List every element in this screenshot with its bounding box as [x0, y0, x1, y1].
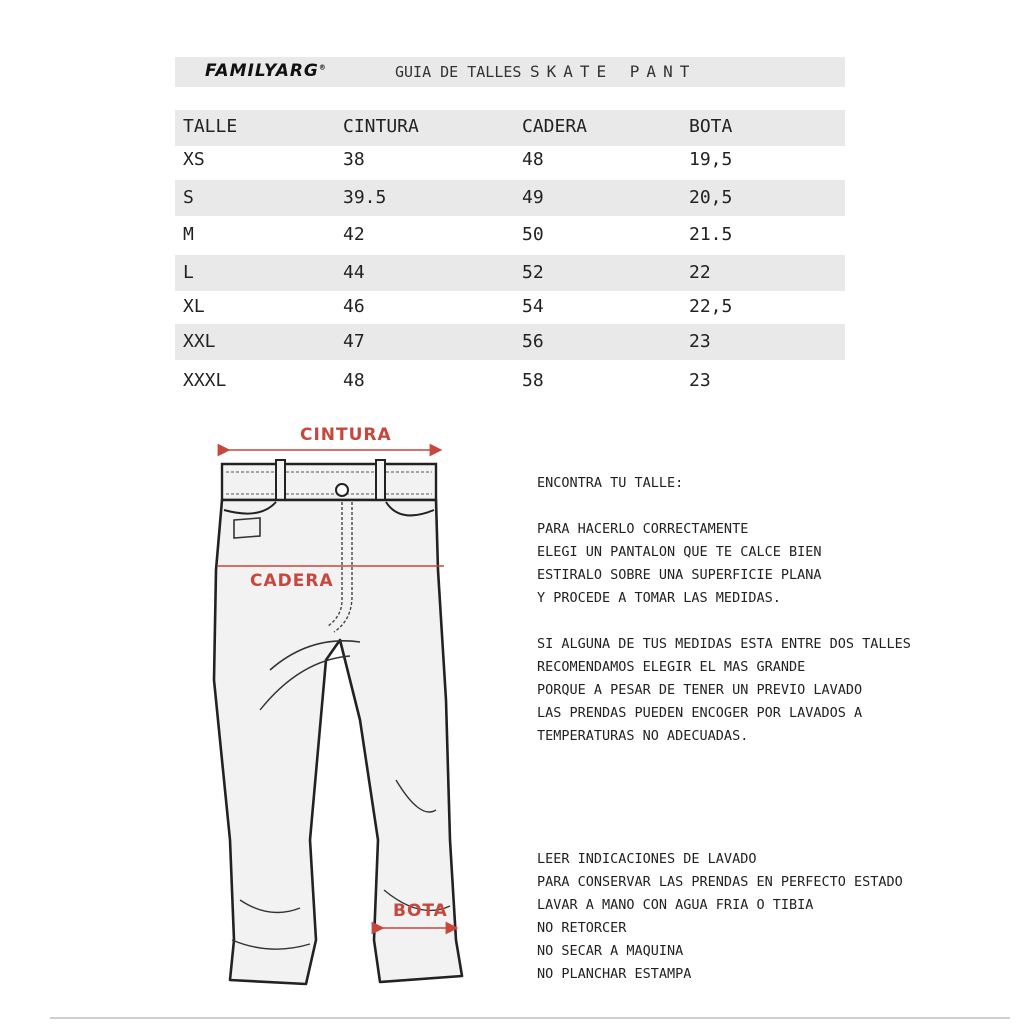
waist-label: CINTURA [300, 425, 392, 445]
instruction-line: PARA HACERLO CORRECTAMENTE [537, 521, 749, 537]
brand-logo [205, 61, 327, 81]
waist-cell: 47 [343, 331, 365, 352]
pants-diagram [200, 420, 480, 1020]
fit-instructions [537, 472, 911, 748]
size-cell: XL [183, 296, 205, 317]
instruction-line: ENCONTRA TU TALLE: [537, 475, 684, 491]
table-row [175, 180, 845, 216]
hip-cell: 49 [522, 187, 544, 208]
table-row [175, 363, 845, 399]
hip-cell: 54 [522, 296, 544, 317]
hip-cell: 50 [522, 224, 544, 245]
table-row [175, 289, 845, 325]
size-cell: XS [183, 149, 205, 170]
waist-cell: 46 [343, 296, 365, 317]
hem-cell: 20,5 [689, 187, 733, 208]
size-table-header [175, 110, 845, 146]
instruction-line: SI ALGUNA DE TUS MEDIDAS ESTA ENTRE DOS TALLES [537, 636, 911, 652]
waistband [222, 464, 436, 500]
instruction-line: NO RETORCER [537, 920, 627, 936]
instruction-line: PORQUE A PESAR DE TENER UN PREVIO LAVADO [537, 682, 863, 698]
instruction-line: PARA CONSERVAR LAS PRENDAS EN PERFECTO ESTADO [537, 874, 903, 890]
column-header-waist: CINTURA [343, 116, 419, 137]
belt-loop [376, 460, 385, 504]
instruction-line: LAVAR A MANO CON AGUA FRIA O TIBIA [537, 897, 814, 913]
belt-loop [276, 460, 285, 504]
waist-cell: 42 [343, 224, 365, 245]
instruction-line: ESTIRALO SOBRE UNA SUPERFICIE PLANA [537, 567, 822, 583]
column-header-hip: CADERA [522, 116, 588, 137]
table-row [175, 324, 845, 360]
hem-cell: 22 [689, 262, 711, 283]
hip-cell: 52 [522, 262, 544, 283]
hip-cell: 56 [522, 331, 544, 352]
table-row [175, 217, 845, 253]
bottom-divider [50, 1017, 1010, 1019]
hem-cell: 23 [689, 370, 711, 391]
size-cell: S [183, 187, 194, 208]
waist-cell: 38 [343, 149, 365, 170]
instruction-line [537, 495, 911, 518]
hem-cell: 19,5 [689, 149, 733, 170]
size-cell: M [183, 224, 194, 245]
product-name: SKATE PANT [530, 62, 697, 81]
waist-cell: 39.5 [343, 187, 387, 208]
guide-title: GUIA DE TALLES [395, 63, 522, 81]
hip-cell: 58 [522, 370, 544, 391]
size-cell: XXL [183, 331, 216, 352]
size-cell: L [183, 262, 194, 283]
header-band [175, 57, 845, 87]
instruction-line [537, 610, 911, 633]
instruction-line: RECOMENDAMOS ELEGIR EL MAS GRANDE [537, 659, 806, 675]
instruction-line: LEER INDICACIONES DE LAVADO [537, 851, 757, 867]
table-row [175, 142, 845, 178]
instruction-line: TEMPERATURAS NO ADECUADAS. [537, 728, 749, 744]
hip-cell: 48 [522, 149, 544, 170]
instruction-line: ELEGI UN PANTALON QUE TE CALCE BIEN [537, 544, 822, 560]
column-header-hem: BOTA [689, 116, 733, 137]
hip-label: CADERA [250, 571, 334, 591]
waist-cell: 44 [343, 262, 365, 283]
column-header-size: TALLE [183, 116, 238, 137]
hem-cell: 21.5 [689, 224, 733, 245]
table-row [175, 255, 845, 291]
hem-cell: 23 [689, 331, 711, 352]
size-cell: XXXL [183, 370, 227, 391]
brand-name: FAMILYARG [205, 61, 319, 81]
instruction-line: LAS PRENDAS PUEDEN ENCOGER POR LAVADOS A [537, 705, 863, 721]
hem-label: BOTA [393, 901, 448, 921]
instruction-line: Y PROCEDE A TOMAR LAS MEDIDAS. [537, 590, 781, 606]
waist-cell: 48 [343, 370, 365, 391]
instruction-line: NO SECAR A MAQUINA [537, 943, 684, 959]
hem-cell: 22,5 [689, 296, 733, 317]
brand-registered-mark: ® [318, 63, 327, 72]
instruction-line: NO PLANCHAR ESTAMPA [537, 966, 692, 982]
washing-instructions [537, 848, 903, 986]
waist-button [336, 484, 348, 496]
